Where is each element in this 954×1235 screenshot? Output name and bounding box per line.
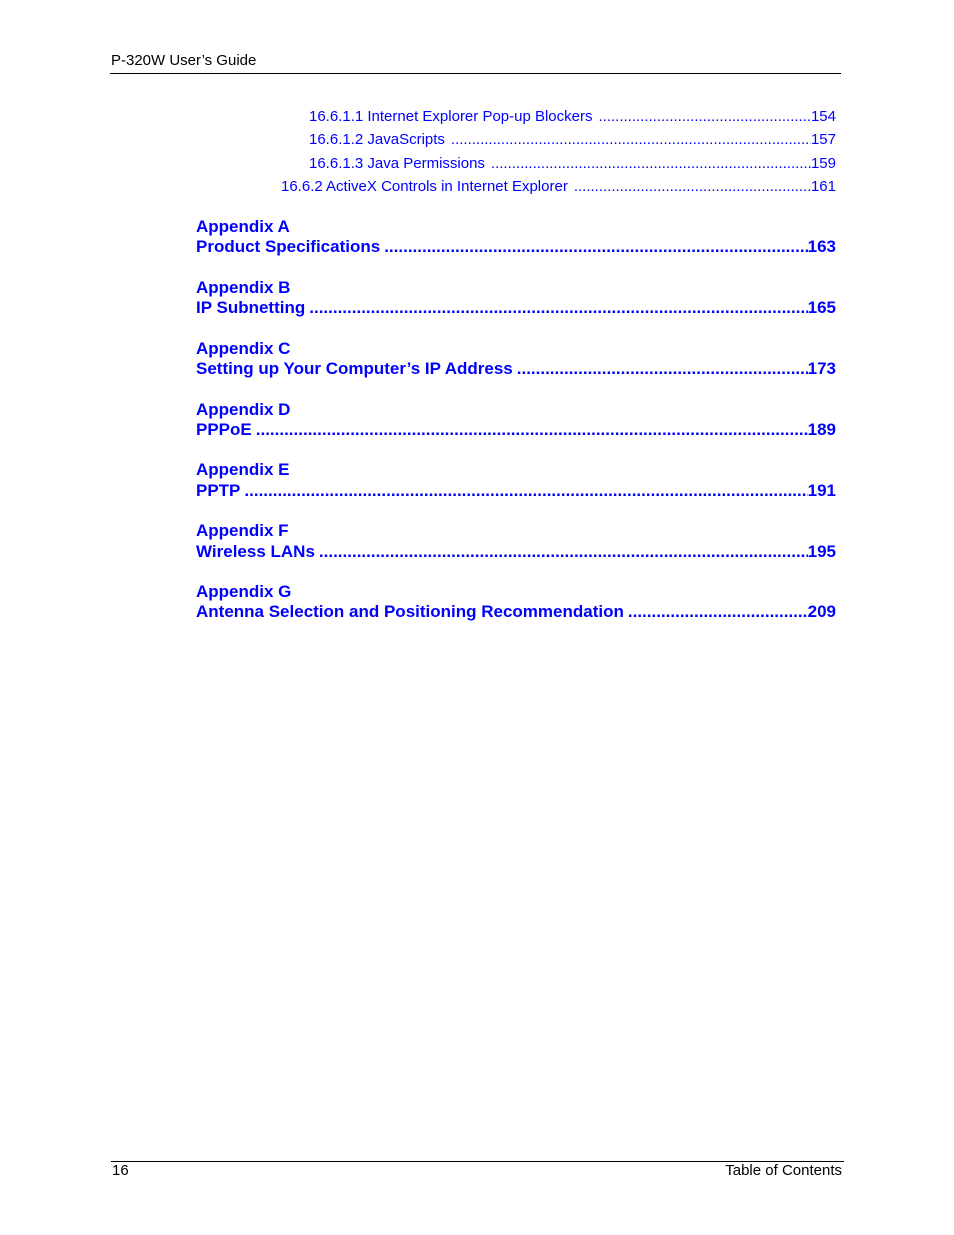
toc-subentry-title: 16.6.1.2 JavaScripts — [309, 131, 445, 148]
dot-leader — [568, 178, 811, 196]
appendix-b-label[interactable]: Appendix B — [196, 278, 291, 297]
toc-entry-appendix-e[interactable] — [196, 481, 836, 501]
toc-entry-title: PPTP — [196, 481, 241, 500]
dot-leader — [240, 481, 807, 501]
toc-subentry-page: 159 — [810, 155, 836, 172]
toc-entry-appendix-b[interactable] — [196, 298, 836, 318]
dot-leader — [593, 108, 811, 126]
appendix-c-label[interactable]: Appendix C — [196, 339, 291, 358]
toc-entry-page: 191 — [807, 481, 836, 500]
footer-page-number: 16 — [112, 1162, 129, 1179]
toc-entry-appendix-a[interactable] — [196, 237, 836, 257]
dot-leader — [305, 298, 807, 318]
toc-entry-page: 163 — [807, 237, 836, 256]
toc-subentry[interactable] — [281, 178, 836, 196]
toc-subentry-title: 16.6.1.1 Internet Explorer Pop-up Blockers — [309, 108, 593, 125]
toc-subentry-title: 16.6.1.3 Java Permissions — [309, 155, 485, 172]
toc-entry-page: 209 — [807, 602, 836, 621]
header-divider — [110, 73, 841, 74]
dot-leader — [485, 155, 811, 173]
toc-entry-page: 165 — [807, 298, 836, 317]
toc-subentry[interactable] — [309, 108, 836, 126]
toc-entry-page: 195 — [807, 542, 836, 561]
toc-entry-appendix-g[interactable] — [196, 602, 836, 622]
toc-subentry[interactable] — [309, 131, 836, 149]
toc-entry-title: PPPoE — [196, 420, 252, 439]
toc-entry-page: 173 — [807, 359, 836, 378]
toc-subentry-page: 154 — [810, 108, 836, 125]
toc-entry-appendix-f[interactable] — [196, 542, 836, 562]
appendix-f-label[interactable]: Appendix F — [196, 521, 289, 540]
toc-subentry-title: 16.6.2 ActiveX Controls in Internet Explorer — [281, 178, 568, 195]
dot-leader — [380, 237, 807, 257]
toc-entry-title: Antenna Selection and Positioning Recommendation — [196, 602, 624, 621]
toc-entry-title: Wireless LANs — [196, 542, 315, 561]
running-header-title: P-320W User’s Guide — [111, 52, 257, 69]
appendix-d-label[interactable]: Appendix D — [196, 400, 291, 419]
toc-subentry-page: 157 — [810, 131, 836, 148]
appendix-e-label[interactable]: Appendix E — [196, 460, 290, 479]
footer-section-title: Table of Contents — [725, 1162, 842, 1179]
appendix-g-label[interactable]: Appendix G — [196, 582, 292, 601]
dot-leader — [513, 359, 808, 379]
toc-entry-appendix-c[interactable] — [196, 359, 836, 379]
toc-subentry-page: 161 — [810, 178, 836, 195]
toc-entry-appendix-d[interactable] — [196, 420, 836, 440]
dot-leader — [252, 420, 808, 440]
dot-leader — [624, 602, 808, 622]
toc-subentry[interactable] — [309, 155, 836, 173]
toc-entry-title: Product Specifications — [196, 237, 381, 256]
dot-leader — [315, 542, 808, 562]
toc-entry-title: Setting up Your Computer’s IP Address — [196, 359, 513, 378]
dot-leader — [445, 131, 811, 149]
toc-entry-page: 189 — [807, 420, 836, 439]
appendix-a-label[interactable]: Appendix A — [196, 217, 290, 236]
toc-entry-title: IP Subnetting — [196, 298, 306, 317]
